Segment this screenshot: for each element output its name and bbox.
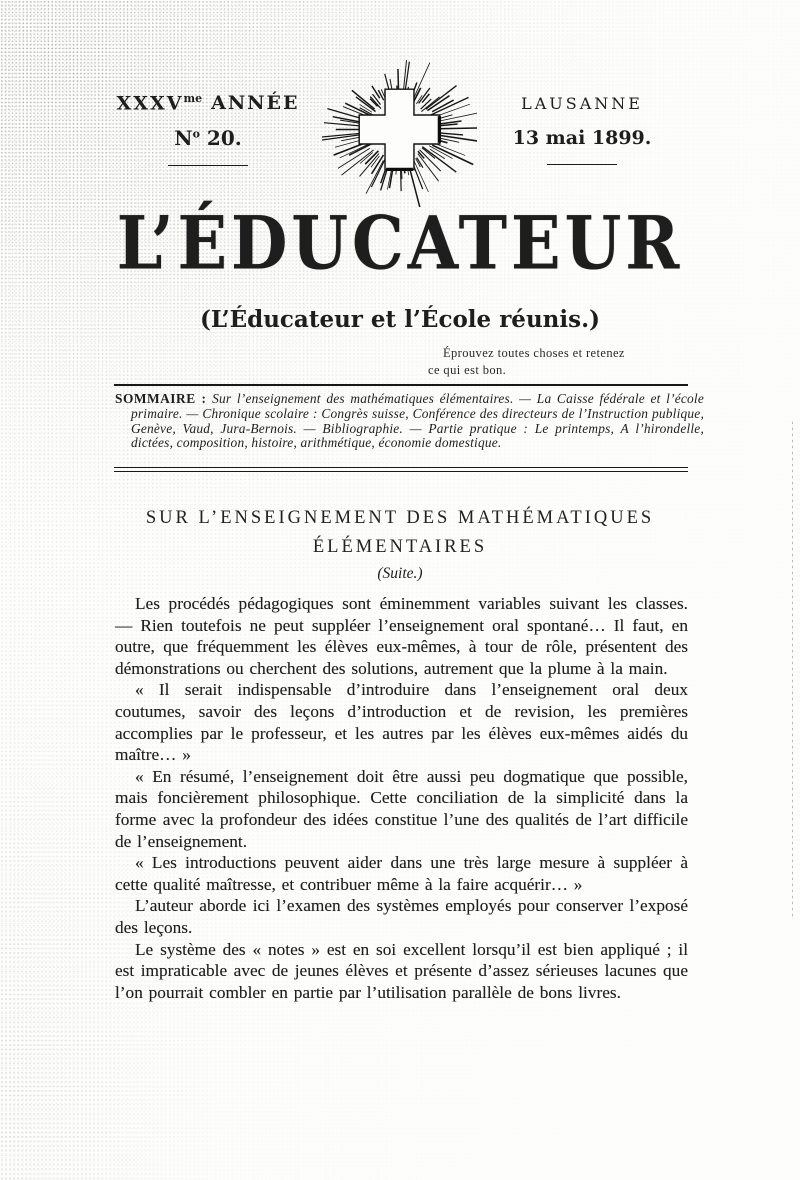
city-label: LAUSANNE <box>521 94 643 113</box>
masthead-title: L’ÉDUCATEUR <box>116 201 684 287</box>
divider-rule-bottom <box>114 467 688 472</box>
paragraph: « Les introductions peuvent aider dans une très large mesure à suppléer à cette qualité maîtresse, et contribuer même à la faire acquérir… » <box>115 853 688 894</box>
small-divider <box>547 164 617 165</box>
motto-line: ce qui est bon. <box>428 362 507 377</box>
scan-edge-artifact <box>791 420 793 920</box>
masthead-subtitle: (L’Éducateur et l’École réunis.) <box>200 306 600 333</box>
motto <box>428 345 693 378</box>
paragraph: « En résumé, l’enseignement doit être aussi peu dogmatique que possible, mais foncièrement philosophique. Cette conciliation de la simplicité dans la forme avec la profondeur des idées constitue l’une des qualités de l’art difficile de l’enseignement. <box>115 766 688 851</box>
issue-number-label: $N^o$ 20. <box>174 126 242 151</box>
paragraph: « Il serait indispensable d’introduire dans l’enseignement oral deux coutumes, savoir des leçons d’introduction et de revision, les premières accomplies par le professeur, et les autres par les élèves eux-mêmes aidés du maître… » <box>115 680 688 765</box>
article-body <box>115 593 688 1003</box>
divider-rule-top <box>114 384 688 386</box>
volume-year-label: $XXXV^{me}$ ANNÉE <box>116 92 300 115</box>
motto-line: Éprouvez toutes choses et retenez <box>443 346 625 360</box>
sommaire-label: SOMMAIRE : <box>115 391 207 406</box>
article-title-line: ÉLÉMENTAIRES <box>312 537 488 557</box>
article-subtitle: (Suite.) <box>377 565 423 582</box>
paragraph: Les procédés pédagogiques sont éminemment variables suivant les classes. — Rien toutefois ne peut suppléer l’enseignement oral spontané… Il faut, en outre, que fréquemment les élèves eux-mêmes, à tour de rôle, présentent des démonstrations ou cherchent des solutions, autrement que la plume à la main. <box>115 594 688 678</box>
issue-info-block <box>88 92 328 166</box>
paragraph: L’auteur aborde ici l’examen des systèmes employés pour conserver l’exposé des leçons. <box>115 896 688 937</box>
small-divider <box>168 165 248 166</box>
swiss-cross-sunburst-icon <box>322 52 477 207</box>
article-title <box>0 504 800 562</box>
paragraph: Le système des « notes » est en soi excellent lorsqu’il est bien appliqué ; il est impraticable avec de jeunes élèves et présente d’assez sérieuses lacunes que l’on pourrait combler en partie par l’utilisation parallèle de bons livres. <box>115 939 688 1002</box>
sommaire-text: Sur l’enseignement des mathématiques élémentaires. — La Caisse fédérale et l’école primaire. — Chronique scolaire : Congrès suisse, Conférence des directeurs de l’Instruction publique, Genève, Vaud, Jura-Bernois. — Bibliographie. — Partie pratique : Le printemps, A l’hirondelle, dictées, composition, histoire, arithmétique, économie domestique. <box>131 391 704 451</box>
date-label: 13 mai 1899. <box>512 127 652 149</box>
article-title-line: SUR L’ENSEIGNEMENT DES MATHÉMATIQUES <box>145 508 655 528</box>
place-date-block <box>482 94 682 165</box>
sommaire <box>115 392 704 451</box>
